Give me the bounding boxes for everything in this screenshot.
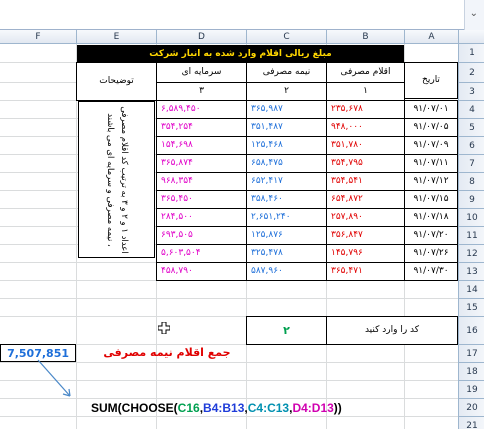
cell-consumable[interactable]: ۶۵۴,۸۷۲ <box>326 190 405 209</box>
cell-date[interactable]: ۹۱/۰۷/۱۵ <box>404 190 458 209</box>
code-capital: ۳ <box>156 82 247 101</box>
cell-consumable[interactable]: ۲۵۷,۸۹۰ <box>326 208 405 227</box>
formula-arg-code: C16 <box>177 401 200 415</box>
cell-consumable[interactable]: ۳۵۴,۵۴۱ <box>326 172 405 191</box>
table-title: مبلغ ریالی اقلام وارد شده به انبار شرکت <box>77 45 404 63</box>
row-header[interactable]: 15 <box>459 298 484 316</box>
cell-semi[interactable]: ۵۸۷,۹۶۰ <box>246 262 327 281</box>
cell-date[interactable]: ۹۱/۰۷/۱۲ <box>404 172 458 191</box>
cell-semi[interactable]: ۱۲۵,۸۷۶ <box>246 226 327 245</box>
formula-sep: , <box>289 401 293 415</box>
cell-semi[interactable]: ۳۲۵,۴۷۸ <box>246 244 327 263</box>
cell-consumable[interactable]: ۳۶۵,۴۷۱ <box>326 262 405 281</box>
cell-cursor-icon <box>158 322 170 334</box>
cell-consumable[interactable]: ۳۵۶,۸۴۷ <box>326 226 405 245</box>
row-header[interactable]: 3 <box>459 82 484 100</box>
cell-semi[interactable]: ۶۵۲,۴۱۷ <box>246 172 327 191</box>
cell-capital[interactable]: ۳۶۵,۸۷۴ <box>156 154 247 173</box>
row-header[interactable]: 8 <box>459 172 484 190</box>
cell-date[interactable]: ۹۱/۰۷/۱۱ <box>404 154 458 173</box>
cell-consumable[interactable]: ۲۳۵,۶۷۸ <box>326 100 405 119</box>
cell-capital[interactable]: ۳۵۴,۲۵۴ <box>156 118 247 137</box>
cell-semi[interactable]: ۳۵۸,۴۶۰ <box>246 190 327 209</box>
code-semi: ۲ <box>246 82 327 101</box>
code-consumable: ۱ <box>326 82 405 101</box>
cell-date[interactable]: ۹۱/۰۷/۱۸ <box>404 208 458 227</box>
formula-arg-semi: C4:C13 <box>247 401 290 415</box>
cell-consumable[interactable]: ۱۴۵,۷۹۶ <box>326 244 405 263</box>
notes-text: اعداد ۱ و ۲ و ۳ به ترتیب کد اقلام مصرفی ، نیمه مصرفی و سرمایه ای می باشند <box>104 105 129 254</box>
cell-semi[interactable]: ۳۶۵,۹۸۷ <box>246 100 327 119</box>
row-header[interactable]: 14 <box>459 280 484 298</box>
row-header[interactable]: 17 <box>459 344 484 362</box>
cell-semi[interactable]: ۱۲۵,۴۶۸ <box>246 136 327 155</box>
chevron-down-icon[interactable]: ⌄ <box>469 8 478 19</box>
row-header[interactable]: 20 <box>459 398 484 416</box>
column-header-c[interactable]: C <box>246 30 326 44</box>
notes-cell[interactable] <box>78 101 155 258</box>
cell-consumable[interactable]: ۹۴۸,۰۰۰ <box>326 118 405 137</box>
cell-date[interactable]: ۹۱/۰۷/۰۵ <box>404 118 458 137</box>
row-header[interactable]: 11 <box>459 226 484 244</box>
cell-consumable[interactable]: ۳۵۴,۷۹۵ <box>326 154 405 173</box>
formula-bar[interactable] <box>0 0 484 30</box>
cell-capital[interactable]: ۳۶۵,۴۵۰ <box>156 190 247 209</box>
formula-suffix: )) <box>333 401 342 415</box>
cell-date[interactable]: ۹۱/۰۷/۲۶ <box>404 244 458 263</box>
cell-date[interactable]: ۹۱/۰۷/۰۹ <box>404 136 458 155</box>
column-header-b[interactable]: B <box>326 30 404 44</box>
row-header[interactable]: 2 <box>459 62 484 82</box>
row-header[interactable]: 18 <box>459 362 484 380</box>
input-label-cell: کد را وارد کنید <box>326 316 458 345</box>
header-notes: توضیحات <box>76 62 157 101</box>
row-header[interactable]: 5 <box>459 118 484 136</box>
row-header[interactable]: 1 <box>469 48 475 58</box>
header-semi: نیمه مصرفی <box>246 62 327 83</box>
cell-semi[interactable]: ۶۵۸,۴۷۵ <box>246 154 327 173</box>
cell-semi[interactable]: ۳۵۱,۴۸۷ <box>246 118 327 137</box>
cell-date[interactable]: ۹۱/۰۷/۲۰ <box>404 226 458 245</box>
formula-sep: , <box>244 401 248 415</box>
header-date: تاریخ <box>404 62 458 99</box>
row-header-bar <box>458 44 484 429</box>
row-header[interactable]: 16 <box>459 316 484 344</box>
header-capital: سرمایه ای <box>156 62 247 83</box>
column-header-d[interactable]: D <box>156 30 246 44</box>
cell-capital[interactable]: ۴۵۸,۷۹۰ <box>156 262 247 281</box>
row-header[interactable]: 4 <box>459 100 484 118</box>
formula-arg-capital: D4:D13 <box>292 401 334 415</box>
cell-date[interactable]: ۹۱/۰۷/۳۰ <box>404 262 458 281</box>
cell-capital[interactable]: ۹۶۸,۳۵۴ <box>156 172 247 191</box>
result-value-cell[interactable]: 7,507,851 <box>0 344 76 362</box>
row-header[interactable]: 21 <box>459 416 484 429</box>
column-header-e[interactable]: E <box>76 30 156 44</box>
cell-date[interactable]: ۹۱/۰۷/۰۱ <box>404 100 458 119</box>
cell-semi[interactable]: ۲,۶۵۱,۲۴۰ <box>246 208 327 227</box>
cell-capital[interactable]: ۶۹۳,۵۰۵ <box>156 226 247 245</box>
select-all-corner[interactable] <box>458 30 484 44</box>
result-label-cell: جمع اقلام نیمه مصرفی <box>103 346 231 359</box>
cell-capital[interactable]: ۲۸۴,۵۰۰ <box>156 208 247 227</box>
row-header[interactable]: 12 <box>459 244 484 262</box>
column-header-f[interactable]: F <box>35 32 41 42</box>
formula-sep: , <box>199 401 204 415</box>
column-header-bar <box>0 30 484 44</box>
column-header-a[interactable]: A <box>404 30 458 44</box>
row-header[interactable]: 7 <box>459 154 484 172</box>
row-header[interactable]: 13 <box>459 262 484 280</box>
row-header[interactable]: 19 <box>459 380 484 398</box>
formula-arg-consumable: B4:B13 <box>203 401 245 415</box>
code-input-cell[interactable]: ۲ <box>246 316 327 345</box>
cell-capital[interactable]: ۶,۵۸۹,۴۵۰ <box>156 100 247 119</box>
formula-prefix: SUM(CHOOSE( <box>91 401 178 415</box>
cell-capital[interactable]: ۱۵۴,۶۹۸ <box>156 136 247 155</box>
row-header[interactable]: 6 <box>459 136 484 154</box>
row-header[interactable]: 9 <box>459 190 484 208</box>
cell-capital[interactable]: ۵,۶۰۳,۵۰۴ <box>156 244 247 263</box>
row-header[interactable]: 10 <box>459 208 484 226</box>
header-consumable: اقلام مصرفی <box>326 62 405 83</box>
arrow-icon <box>36 358 76 400</box>
formula-text <box>91 400 342 416</box>
cell-consumable[interactable]: ۳۵۱,۷۸۰ <box>326 136 405 155</box>
